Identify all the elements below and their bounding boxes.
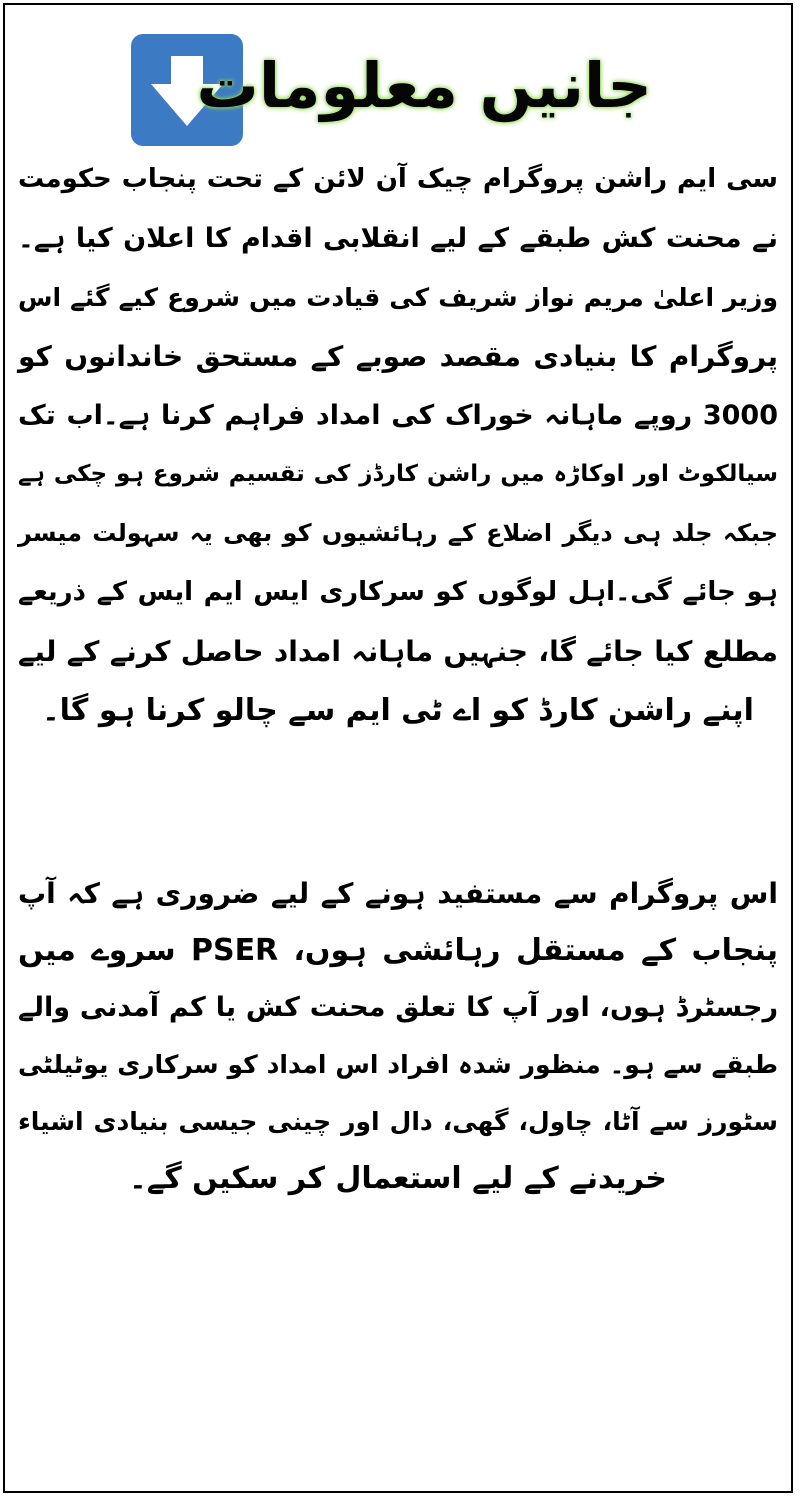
paragraph-gap [18,740,778,865]
text-line: رجسٹرڈ ہوں، اور آپ کا تعلق محنت کش یا کم آمدنی والے [18,992,778,1023]
header [0,14,800,138]
text-line: نے محنت کش طبقے کے لیے انقلابی اقدام کا اعلان کیا ہے۔ [18,223,778,254]
text-line: سٹورز سے آٹا، چاول، گھی، دال اور چینی جیسی بنیادی اشیاء [18,1107,778,1136]
text-line: اس پروگرام سے مستفید ہونے کے لیے ضروری ہے کہ آپ [18,877,778,910]
text-line: اپنے راشن کارڈ کو اے ٹی ایم سے چالو کرنا ہو گا۔ [42,693,754,728]
paragraph-1 [18,150,778,740]
text-line: ہو جائے گی۔اہل لوگوں کو سرکاری ایس ایم ایس کے ذریعے [18,577,778,607]
page-title: جانیں معلومات [196,49,652,122]
text-line: طبقے سے ہو۔ منظور شدہ افراد اس امداد کو سرکاری یوٹیلٹی [18,1050,778,1079]
text-line: پروگرام کا بنیادی مقصد صوبے کے مستحق خاندانوں کو [18,340,778,373]
text-line: سیالکوٹ اور اوکاڑہ میں راشن کارڈز کی تقسیم شروع ہو چکی ہے [18,461,778,487]
paragraph-2 [18,865,778,1207]
text-line: خریدنے کے لیے استعمال کر سکیں گے۔ [129,1161,667,1196]
text-line: 3000 روپے ماہانہ خوراک کی امداد فراہم کرنا ہے۔اب تک [18,400,778,431]
text-line: وزیر اعلیٰ مریم نواز شریف کی قیادت میں شروع کیے گئے اس [18,283,778,312]
article-body [18,150,778,1207]
text-line: پنجاب کے مستقل رہائشی ہوں، PSER سروے میں [18,933,778,968]
text-line: سی ایم راشن پروگرام چیک آن لائن کے تحت پنجاب حکومت [18,164,778,194]
text-line: مطلع کیا جائے گا، جنہیں ماہانہ امداد حاصل کرنے کے لیے [18,635,778,668]
text-line: جبکہ جلد ہی دیگر اضلاع کے رہائشیوں کو بھی یہ سہولت میسر [18,519,778,547]
